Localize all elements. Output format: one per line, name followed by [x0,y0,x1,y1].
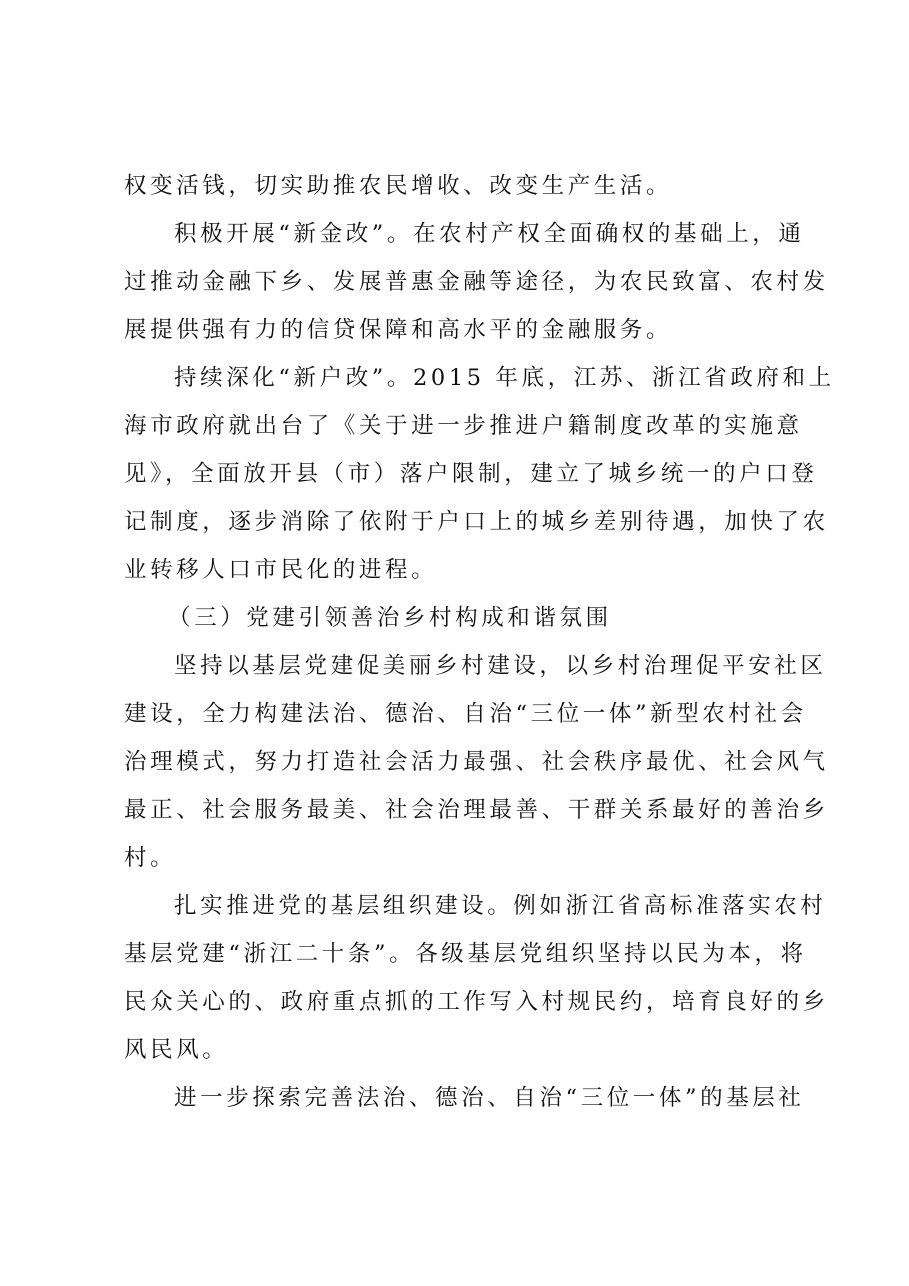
body-line: 治理模式，努力打造社会活力最强、社会秩序最优、社会风气 [124,749,829,775]
section-heading: （三）党建引领善治乡村构成和谐氛围 [168,605,612,631]
body-line: 村。 [124,845,177,871]
body-line: 见》，全面放开县（市）落户限制，建立了城乡统一的户口登 [124,461,818,487]
paragraph-first-line: 进一步探索完善法治、德治、自治“三位一体”的基层社 [174,1085,805,1111]
body-line: 民众关心的、政府重点抓的工作写入村规民约，培育良好的乡 [124,989,829,1015]
body-line: 海市政府就出台了《关于进一步推进户籍制度改革的实施意 [124,413,803,439]
body-line: 业转移人口市民化的进程。 [124,557,438,583]
body-line: 过推动金融下乡、发展普惠金融等途径，为农民致富、农村发 [124,269,829,295]
body-line: 展提供强有力的信贷保障和高水平的金融服务。 [124,317,673,343]
body-line: 记制度，逐步消除了依附于户口上的城乡差别待遇，加快了农 [124,509,829,535]
paragraph-first-line: 扎实推进党的基层组织建设。例如浙江省高标准落实农村 [174,893,827,919]
body-line: 最正、社会服务最美、社会治理最善、干群关系最好的善治乡 [124,797,829,823]
body-line: 建设，全力构建法治、德治、自治“三位一体”新型农村社会 [124,701,807,727]
body-line: 风民风。 [124,1037,229,1063]
document-body [124,162,835,1122]
paragraph-first-line: 持续深化“新户改”。2015 年底，江苏、浙江省政府和上 [174,365,835,391]
body-line: 权变活钱，切实助推农民增收、改变生产生活。 [124,173,673,199]
body-line: 基层党建“浙江二十条”。各级基层党组织坚持以民为本，将 [124,941,807,967]
paragraph-first-line: 积极开展“新金改”。在农村产权全面确权的基础上，通 [174,221,805,247]
paragraph-first-line: 坚持以基层党建促美丽乡村建设，以乡村治理促平安社区 [174,653,827,679]
